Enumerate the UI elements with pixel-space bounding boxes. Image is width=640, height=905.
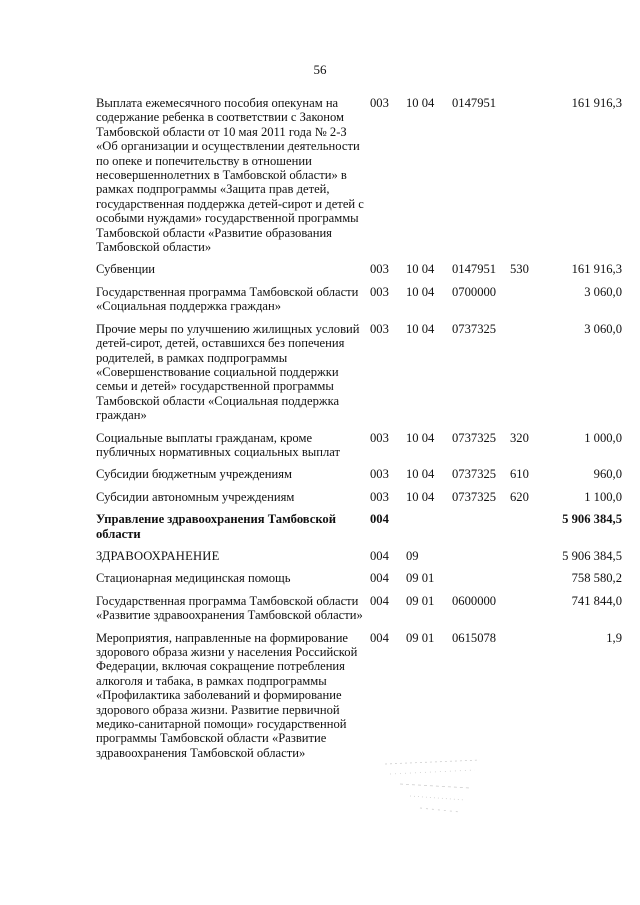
row-ved: 003 xyxy=(370,467,389,482)
table-row xyxy=(96,467,622,489)
row-sum: 161 916,3 xyxy=(571,262,622,277)
row-csr: 0600000 xyxy=(452,593,497,608)
row-csr xyxy=(452,512,510,549)
row-name: Субвенции xyxy=(96,262,156,277)
row-name: Выплата ежемесячного пособия опекунам на содержание ребенка в соответствии с Законом Тамбовской области от 10 мая 2011 года № 2-З «Об организации и осуществлении деятельности по опеке и попечительству в отношении несовершеннолетних в Тамбовской области» в рамках подпрограммы «Защита прав детей, государственная поддержка детей-сирот и детей с особыми нуждами» государственной программы Тамбовской области «Развитие образования Тамбовской области» xyxy=(96,96,364,255)
row-csr: 0700000 xyxy=(452,284,497,299)
row-ved: 003 xyxy=(370,96,389,110)
table-row xyxy=(96,571,622,593)
row-vr xyxy=(510,285,536,322)
row-vr xyxy=(510,512,536,549)
row-name: Субсидии автономным учреждениям xyxy=(96,489,295,504)
row-name: Прочие меры по улучшению жилищных условий детей-сирот, детей, оставшихся без попечения родителей, в рамках подпрограммы «Совершенствование социальной поддержки семьи и детей» государственной программы Тамбовской области «Социальная поддержка граждан» xyxy=(96,321,360,423)
faint-stamp-mark xyxy=(380,752,490,822)
row-vr xyxy=(510,571,536,593)
row-csr: 0147951 xyxy=(452,96,497,110)
row-csr: 0737325 xyxy=(452,430,497,445)
row-csr: 0737325 xyxy=(452,489,497,504)
row-sum: 3 060,0 xyxy=(584,321,622,336)
row-name: Мероприятия, направленные на формирование здорового образа жизни у населения Российской Федерации, включая сокращение потребления алкоголя и табака, в рамках подпрограммы «Профилактика заболеваний и формирование здорового образа жизни. Развитие первичной медико-санитарной помощи» государственной программы Тамбовской области «Развитие здравоохранения Тамбовской области» xyxy=(96,630,358,760)
row-section: 09 01 xyxy=(406,593,435,608)
row-name: ЗДРАВООХРАНЕНИЕ xyxy=(96,548,220,563)
row-vr: 530 xyxy=(510,262,529,277)
table-row xyxy=(96,631,622,769)
budget-table xyxy=(96,96,622,768)
row-ved: 004 xyxy=(370,548,389,563)
row-section: 09 01 xyxy=(406,571,435,586)
row-csr xyxy=(452,549,510,571)
row-vr xyxy=(510,594,536,631)
row-vr: 620 xyxy=(510,489,529,504)
row-name: Государственная программа Тамбовской области «Социальная поддержка граждан» xyxy=(96,284,359,314)
row-csr: 0737325 xyxy=(452,321,497,336)
row-sum: 1,9 xyxy=(606,630,622,645)
row-sum: 5 906 384,5 xyxy=(562,548,622,563)
row-sum: 5 906 384,5 xyxy=(562,512,622,527)
row-ved: 004 xyxy=(370,593,389,608)
row-section: 09 01 xyxy=(406,630,435,645)
row-section: 10 04 xyxy=(406,262,435,277)
table-row xyxy=(96,285,622,322)
row-vr: 320 xyxy=(510,430,529,445)
row-vr xyxy=(510,96,536,262)
row-section: 10 04 xyxy=(406,489,435,504)
row-sum: 1 000,0 xyxy=(584,430,622,445)
row-csr xyxy=(452,571,510,593)
table-row xyxy=(96,490,622,512)
row-name: Субсидии бюджетным учреждениям xyxy=(96,467,292,482)
row-vr xyxy=(510,549,536,571)
row-section: 10 04 xyxy=(406,96,435,110)
row-ved: 003 xyxy=(370,430,389,445)
table-row xyxy=(96,594,622,631)
row-section: 10 04 xyxy=(406,467,435,482)
table-row xyxy=(96,322,622,431)
row-name: Государственная программа Тамбовской области «Развитие здравоохранения Тамбовской области» xyxy=(96,593,363,623)
row-ved: 003 xyxy=(370,489,389,504)
row-ved: 004 xyxy=(370,571,389,586)
row-name: Стационарная медицинская помощь xyxy=(96,571,291,586)
row-ved: 003 xyxy=(370,262,389,277)
table-row-department xyxy=(96,512,622,549)
row-section: 09 xyxy=(406,548,419,563)
table-row xyxy=(96,431,622,468)
row-csr: 0615078 xyxy=(452,630,497,645)
row-section: 10 04 xyxy=(406,430,435,445)
row-sum: 161 916,3 xyxy=(571,96,622,110)
row-ved: 004 xyxy=(370,630,389,645)
row-sum: 960,0 xyxy=(593,467,622,482)
row-ved: 004 xyxy=(370,512,389,527)
row-vr xyxy=(510,631,536,769)
row-section: 10 04 xyxy=(406,321,435,336)
row-section xyxy=(400,512,452,549)
row-sum: 3 060,0 xyxy=(584,284,622,299)
row-sum: 758 580,2 xyxy=(571,571,622,586)
row-name: Социальные выплаты гражданам, кроме публичных нормативных социальных выплат xyxy=(96,430,341,459)
table-row xyxy=(96,96,622,262)
row-vr: 610 xyxy=(510,467,529,482)
row-ved: 003 xyxy=(370,321,389,336)
row-sum: 1 100,0 xyxy=(584,489,622,504)
row-ved: 003 xyxy=(370,284,389,299)
table-row-section xyxy=(96,549,622,571)
row-csr: 0147951 xyxy=(452,262,497,277)
row-vr xyxy=(510,322,536,431)
page-number: 56 xyxy=(313,62,327,77)
row-section: 10 04 xyxy=(406,284,435,299)
row-sum: 741 844,0 xyxy=(571,593,622,608)
table-row xyxy=(96,262,622,284)
row-name: Управление здравоохранения Тамбовской области xyxy=(96,512,336,541)
row-csr: 0737325 xyxy=(452,467,497,482)
